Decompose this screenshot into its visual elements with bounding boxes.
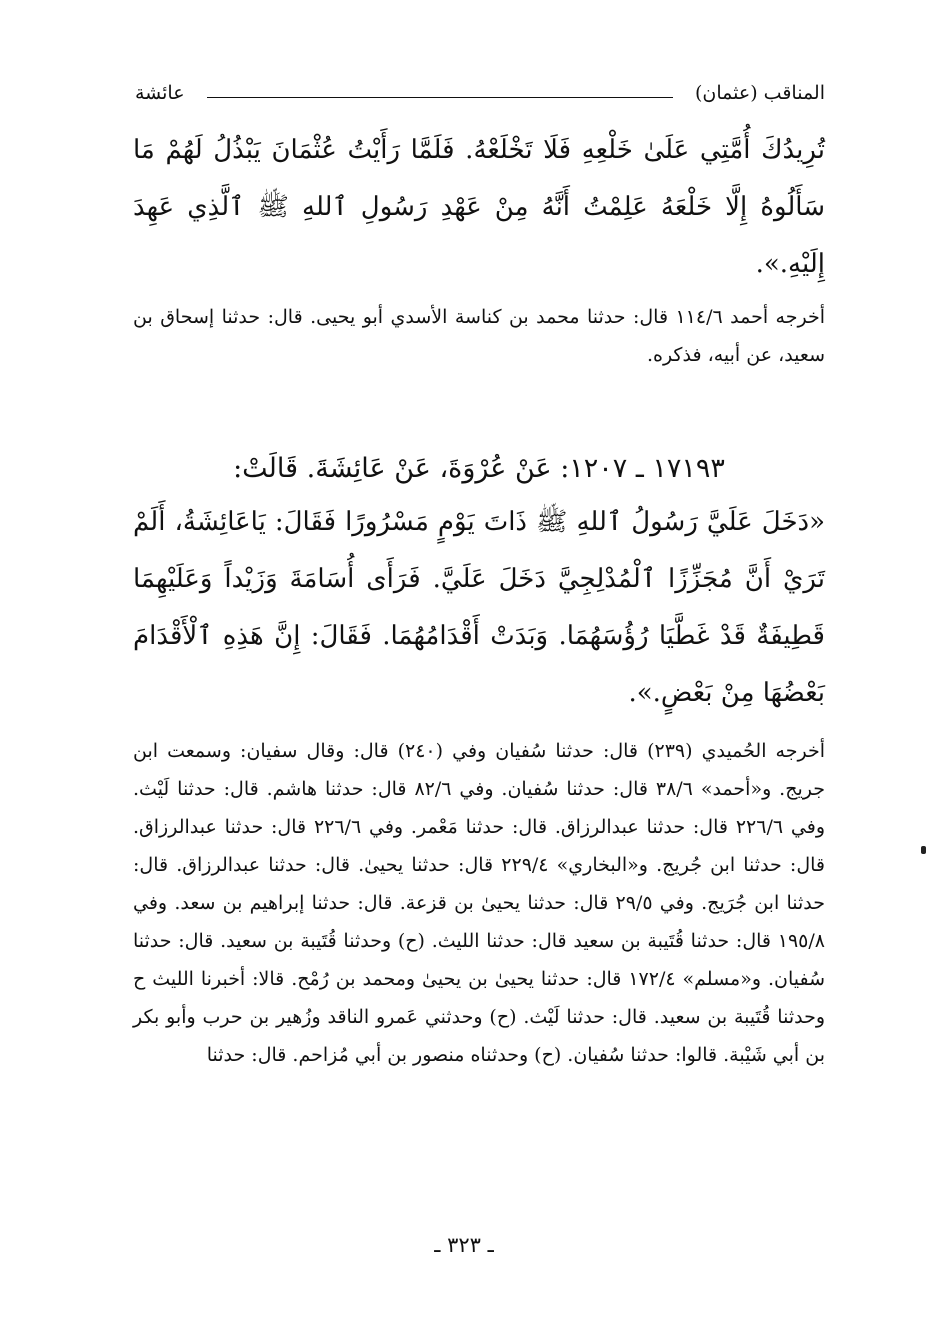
running-header [135,78,825,108]
page-number: ـ ٣٢٣ ـ [434,1233,494,1257]
hadith-takhrij: أخرجه الحُميدي (٢٣٩) قال: حدثنا سُفيان وفي (٢٤٠) قال: وقال سفيان: وسمعت ابن جريج. و«أحمد» ٣٨/٦ قال: حدثنا سُفيان. وفي ٨٢/٦ قال: حدثنا هاشم. قال: حدثنا لَيْث. وفي ٢٢٦/٦ قال: حدثنا عبدالرزاق. قال: حدثنا مَعْمر. وفي ٢٢٦/٦ قال: حدثنا عبدالرزاق. قال: حدثنا ابن جُريج. و«البخاري» ٢٢٩/٤ قال: حدثنا يحيىٰ. قال: حدثنا عبدالرزاق. قال: حدثنا ابن جُرَيج. وفي ٢٩/٥ قال: حدثنا يحيىٰ بن قزعة. قال: حدثنا إبراهيم بن سعد. وفي ١٩٥/٨ قال: حدثنا قُتَيبة بن سعيد قال: حدثنا الليث. (ح) وحدثنا قُتَيبة بن سعيد. قال: حدثنا سُفيان. و«مسلم» ١٧٢/٤ قال: حدثنا يحيىٰ بن يحيىٰ ومحمد بن رُمْح. قالا: أخبرنا الليث ح وحدثنا قُتَيبة بن سعيد. قال: حدثنا لَيْث. (ح) وحدثني عَمرو الناقد وزُهير بن حرب وأبو بكر بن أبي شَيْبة. قالوا: حدثنا سُفيان. (ح) وحدثناه منصور بن أبي مُزاحم. قال: حدثنا [133,740,826,1066]
scan-edge-mark [921,846,926,854]
header-chapter-title: عائشة [135,82,185,104]
header-section-title: المناقب (عثمان) [695,82,825,104]
hadith-text: «دَخَلَ عَلَيَّ رَسُولُ ٱللهِ ﷺ ذَاتَ يَوْمٍ مَسْرُورًا فَقَالَ: يَاعَائِشَةُ، أَلَمْ تَرَيْ أَنَّ مُجَزِّزًا ٱلْمُدْلِجِيَّ دَخَلَ عَلَيَّ. فَرَأَى أُسَامَةَ وَزَيْداً وَعَلَيْهِمَا قَطِيفَةٌ قَدْ غَطَّيَا رُؤُسَهُمَا. وَبَدَتْ أَقْدَامُهُمَا. فَقَالَ: إِنَّ هَذِهِ ٱلْأَقْدَامَ بَعْضُهَا مِنْ بَعْضٍ.». [133,507,825,708]
previous-hadith-takhrij: أخرجه أحمد ١١٤/٦ قال: حدثنا محمد بن كناسة الأسدي أبو يحيى. قال: حدثنا إسحاق بن سعيد، عن أبيه، فذكره. [133,306,825,366]
previous-hadith-text: تُرِيدُكَ أُمَّتِي عَلَىٰ خَلْعِهِ فَلَا تَخْلَعْهُ. فَلَمَّا رَأَيْتُ عُثْمَانَ يَبْذُلُ لَهُمْ مَا سَأَلُوهُ إِلَّا خَلْعَهُ عَلِمْتُ أَنَّهُ مِنْ عَهْدِ رَسُولِ ٱللهِ ﷺ ٱلَّذِي عَهِدَ إِلَيْهِ.». [133,135,825,279]
header-rule [207,97,673,98]
hadith-heading: ١٧١٩٣ ـ ١٢٠٧: عَنْ عُرْوَةَ، عَنْ عَائِشَةَ. قَالَتْ: [233,453,725,484]
